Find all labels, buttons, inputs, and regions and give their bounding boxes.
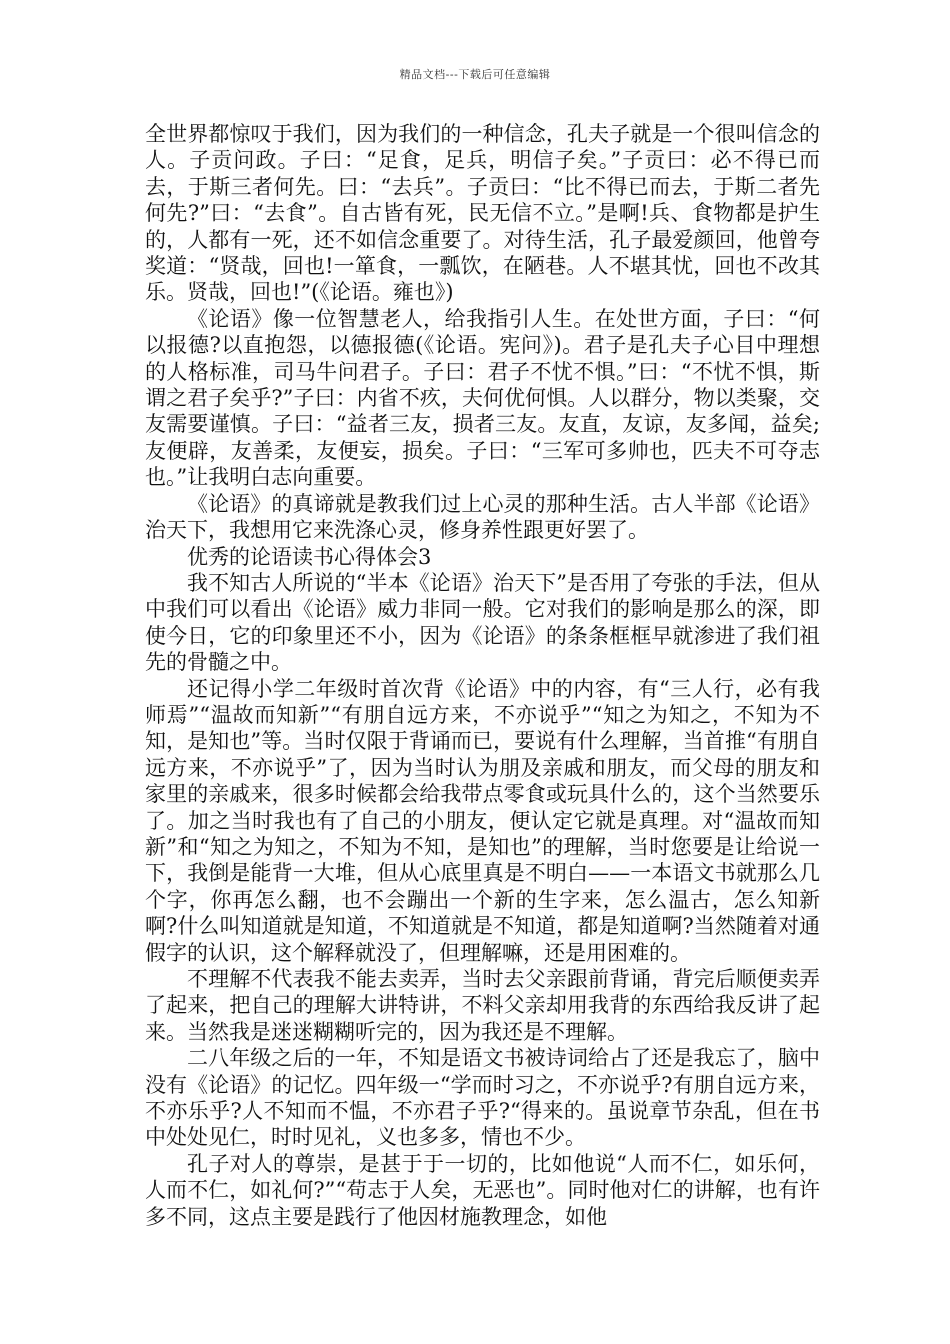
page-header: 精品文档---下载后可任意编辑 [399,68,551,81]
paragraph-2: 《论语》像一位智慧老人，给我指引人生。在处世方面，子曰：“何以报德?以直抱怨，以德报德(《论语。宪问》)。君子是孔夫子心目中理想的人格标准，司马牛问君子。子曰：君子不忧不惧。”曰：“不忧不惧，斯谓之君子矣乎?”子曰：内省不疚，夫何优何惧。人以群分，物以类聚，交友需要谨慎。子曰：“益者三友，损者三友。友直，友谅，友多闻，益矣;友便辟，友善柔，友便妄，损矣。子曰：“三军可多帅也，匹夫不可夺志也。”让我明白志向重要。 [145,306,820,490]
paragraph-6: 不理解不代表我不能去卖弄，当时去父亲跟前背诵，背完后顺便卖弄了起来，把自己的理解大讲特讲，不料父亲却用我背的东西给我反讲了起来。当然我是迷迷糊糊听完的，因为我还是不理解。 [145,967,820,1044]
document-body [145,121,820,1230]
section-heading: 优秀的论语读书心得体会3 [187,544,432,569]
paragraph-3: 《论语》的真谛就是教我们过上心灵的那种生活。古人半部《论语》治天下，我想用它来洗涤心灵，修身养性跟更好罢了。 [145,491,820,543]
paragraph-8: 孔子对人的尊崇，是甚于于一切的，比如他说“人而不仁，如乐何，人而不仁，如礼何?”“苟志于人矣，无恶也”。同时他对仁的讲解，也有许多不同，这点主要是践行了他因材施教理念，如他 [145,1151,820,1229]
paragraph-4: 我不知古人所说的“半本《论语》治天下”是否用了夸张的手法，但从中我们可以看出《论语》威力非同一般。它对我们的影响是那么的深，即使今日，它的印象里还不小，因为《论语》的条条框框早就渗进了我们祖先的骨髓之中。 [145,570,820,675]
paragraph-1: 全世界都惊叹于我们，因为我们的一种信念，孔夫子就是一个很叫信念的人。子贡问政。子曰：“足食，足兵，明信子矣。”子贡曰：必不得已而去，于斯三者何先。曰：“去兵”。子贡曰：“比不得已而去，于斯二者先何先?”曰：“去食”。自古皆有死，民无信不立。”是啊!兵、食物都是护生的，人都有一死，还不如信念重要了。对待生活，孔子最爱颜回，他曾夸奖道：“贤哉，回也!一箪食，一瓢饮，在陋巷。人不堪其忧，回也不改其乐。贤哉，回也!”(《论语。雍也》) [145,122,820,305]
paragraph-5: 还记得小学二年级时首次背《论语》中的内容，有“三人行，必有我师焉”“温故而知新”“有朋自远方来，不亦说乎”“知之为知之，不知为不知，是知也”等。当时仅限于背诵而已，要说有什么理解，当首推“有朋自远方来，不亦说乎”了，因为当时认为朋及亲戚和朋友，而父母的朋友和家里的亲戚来，很多时候都会给我带点零食或玩具什么的，这个当然要乐了。加之当时我也有了自己的小朋友，便认定它就是真理。对“温故而知新”和“知之为知之，不知为不知，是知也”的理解，当时您要是让给说一下，我倒是能背一大堆，但从心底里真是不明白——一本语文书就那么几个字，你再怎么翻，也不会蹦出一个新的生字来，怎么温古，怎么知新啊?什么叫知道就是知道，不知道就是不知道，都是知道啊?当然随着对通假字的认识，这个解释就没了，但理解嘛，还是用困难的。 [145,676,820,965]
paragraph-7: 二八年级之后的一年，不知是语文书被诗词给占了还是我忘了，脑中没有《论语》的记忆。四年级一“学而时习之，不亦说乎?有朋自远方来，不亦乐乎?人不知而不愠，不亦君子乎?“得来的。虽说章节杂乱，但在书中处处见仁，时时见礼，义也多多，情也不少。 [145,1046,820,1150]
